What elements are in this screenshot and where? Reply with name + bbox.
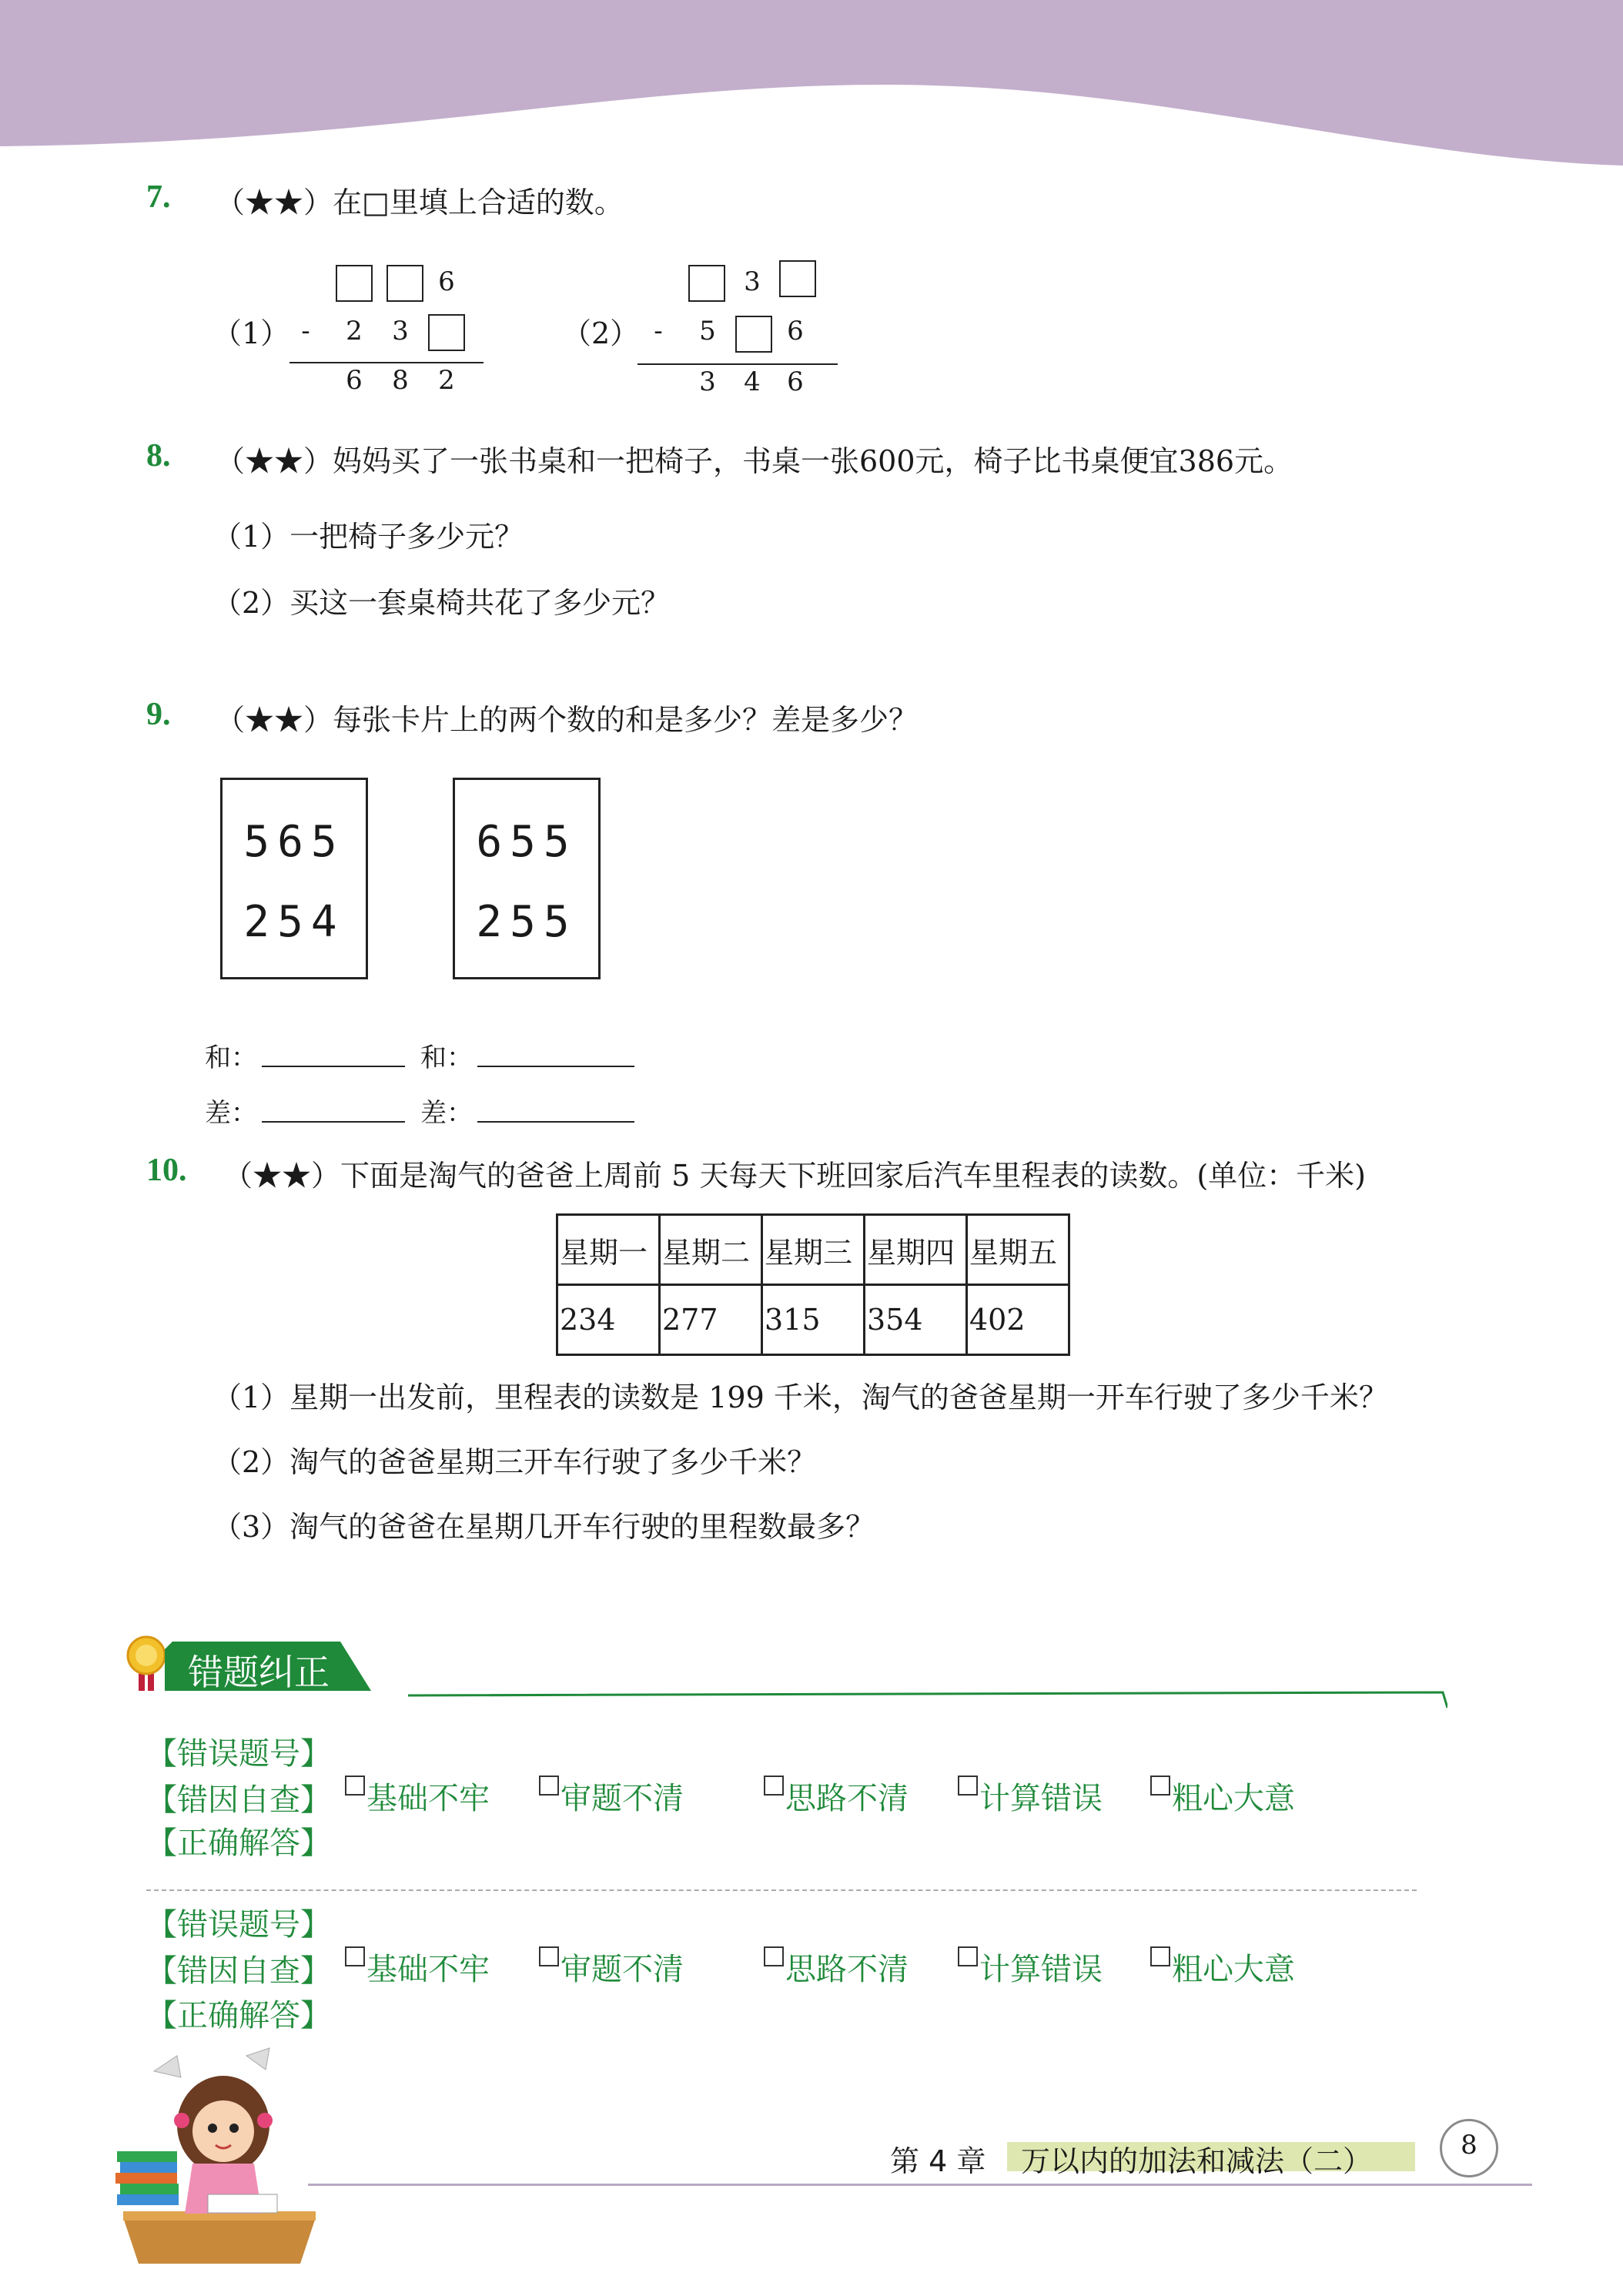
card2-bottom-number: 255 <box>476 897 577 947</box>
table-header-cell: 星期一 <box>557 1215 660 1285</box>
number-card-1 <box>220 778 368 979</box>
cause-option-label: 计算错误 <box>979 1952 1103 1987</box>
q7-text: （★★）在□里填上合适的数。 <box>216 186 624 219</box>
q7-p1-res-tens: 8 <box>392 365 409 396</box>
correct-answer-label: 【正确解答】 <box>146 1998 331 2033</box>
card2-sum-label: 和： <box>420 1043 473 1073</box>
cause-option-checkbox[interactable] <box>345 1945 490 1989</box>
q7-p2-res-hundreds: 3 <box>699 366 716 397</box>
q10-sub2: （2）淘气的爸爸星期三开车行驶了多少千米？ <box>212 1445 817 1479</box>
q7-p1-box-top-hundreds[interactable] <box>336 265 373 302</box>
cause-option-label: 粗心大意 <box>1172 1781 1295 1816</box>
error-number-label: 【错误题号】 <box>146 1907 331 1943</box>
student-illustration <box>108 2040 323 2264</box>
cause-option-checkbox[interactable] <box>764 1945 909 1989</box>
q7-p1-mid-hundreds: 2 <box>346 316 363 346</box>
error-cause-label: 【错因自查】 <box>146 1782 331 1818</box>
table-header-cell: 星期四 <box>865 1215 967 1285</box>
q7-part1-label: （1） <box>212 316 290 350</box>
footer-chapter: 第 4 章 <box>890 2144 986 2178</box>
cause-option-checkbox[interactable] <box>764 1774 909 1818</box>
card1-diff-blank[interactable] <box>262 1121 405 1123</box>
cause-option-checkbox[interactable] <box>345 1774 490 1818</box>
block-divider <box>146 1889 1417 1891</box>
table-cell: 354 <box>865 1285 967 1355</box>
table-cell: 402 <box>967 1285 1069 1355</box>
table-row <box>557 1285 1069 1355</box>
card1-sum-label: 和： <box>205 1043 257 1073</box>
table-cell: 315 <box>762 1285 865 1355</box>
cause-option-checkbox[interactable] <box>539 1774 684 1818</box>
q7-p2-box-mid-tens[interactable] <box>735 316 772 353</box>
correct-answer-label: 【正确解答】 <box>146 1826 331 1861</box>
q7-number: 7. <box>146 179 171 215</box>
q9-text: （★★）每张卡片上的两个数的和是多少？差是多少？ <box>216 703 919 737</box>
card1-diff-label: 差： <box>205 1098 257 1129</box>
q7-p1-box-mid-ones[interactable] <box>428 314 465 351</box>
card2-diff-label: 差： <box>420 1098 473 1129</box>
q8-sub2: （2）买这一套桌椅共花了多少元？ <box>212 586 671 620</box>
q7-p2-box-top-ones[interactable] <box>779 260 816 297</box>
table-cell: 234 <box>557 1285 660 1355</box>
footer-rule <box>308 2184 1532 2186</box>
card2-sum-blank[interactable] <box>477 1066 634 1067</box>
cause-option-label: 思路不清 <box>785 1781 909 1816</box>
table-header-row <box>557 1215 1069 1285</box>
q10-sub3: （3）淘气的爸爸在星期几开车行驶的里程数最多？ <box>212 1510 875 1544</box>
medal-icon <box>123 1634 169 1695</box>
number-card-2 <box>453 778 601 979</box>
cause-option-checkbox[interactable] <box>1150 1774 1295 1818</box>
cause-option-label: 基础不牢 <box>366 1952 490 1987</box>
card2-diff-blank[interactable] <box>477 1121 634 1123</box>
error-number-label: 【错误题号】 <box>146 1736 331 1772</box>
q7-p2-minus: - <box>654 316 663 346</box>
cause-option-checkbox[interactable] <box>539 1945 684 1989</box>
table-cell: 277 <box>660 1285 762 1355</box>
q7-p2-mid-ones: 6 <box>787 316 804 346</box>
q7-part2-label: （2） <box>562 316 640 350</box>
q7-p1-mid-tens: 3 <box>392 316 409 346</box>
q7-p1-top-ones: 6 <box>438 266 455 297</box>
q10-sub1: （1）星期一出发前，里程表的读数是 199 千米，淘气的爸爸星期一开车行驶了多少千米？ <box>212 1381 1388 1414</box>
q7-p2-top-tens: 3 <box>744 266 761 297</box>
table-header-cell: 星期三 <box>762 1215 865 1285</box>
q7-p1-box-top-tens[interactable] <box>387 265 423 302</box>
q7-p2-res-ones: 6 <box>787 366 804 397</box>
odometer-table <box>556 1213 1070 1356</box>
q8-sub1: （1）一把椅子多少元？ <box>212 520 524 554</box>
card1-sum-blank[interactable] <box>262 1066 405 1067</box>
cause-option-label: 计算错误 <box>979 1781 1103 1816</box>
card2-top-number: 655 <box>476 817 577 867</box>
error-cause-label: 【错因自查】 <box>146 1953 331 1989</box>
correction-header-rule <box>408 1686 1447 1709</box>
cause-option-checkbox[interactable] <box>1150 1945 1295 1989</box>
q8-number: 8. <box>146 438 171 474</box>
table-header-cell: 星期二 <box>660 1215 762 1285</box>
correction-title: 错题纠正 <box>188 1652 330 1693</box>
q7-p1-res-ones: 2 <box>438 365 455 396</box>
page-number: 8 <box>1461 2130 1477 2160</box>
cause-option-label: 审题不清 <box>561 1952 684 1987</box>
header-wave <box>0 0 1623 169</box>
footer-chapter-title: 万以内的加法和减法（二） <box>1021 2144 1373 2178</box>
q10-number: 10. <box>146 1153 187 1188</box>
cause-option-label: 审题不清 <box>561 1781 684 1816</box>
table-header-cell: 星期五 <box>967 1215 1069 1285</box>
card1-bottom-number: 254 <box>243 897 345 947</box>
cause-option-label: 思路不清 <box>785 1952 909 1987</box>
q7-p2-res-tens: 4 <box>744 366 761 397</box>
q7-p1-rule <box>289 362 484 363</box>
q7-p2-box-top-hundreds[interactable] <box>688 265 725 302</box>
q10-text: （★★）下面是淘气的爸爸上周前 5 天每天下班回家后汽车里程表的读数。(单位：千米) <box>223 1159 1366 1193</box>
q7-p1-res-hundreds: 6 <box>346 365 363 396</box>
cause-option-checkbox[interactable] <box>958 1774 1103 1818</box>
cause-option-label: 粗心大意 <box>1172 1952 1295 1987</box>
cause-option-checkbox[interactable] <box>958 1945 1103 1989</box>
q7-p1-minus: - <box>301 316 310 346</box>
q8-text: （★★）妈妈买了一张书桌和一把椅子，书桌一张600元，椅子比书桌便宜386元。 <box>216 444 1293 478</box>
q7-p2-mid-hundreds: 5 <box>699 316 716 346</box>
q7-p2-rule <box>637 363 838 365</box>
q9-number: 9. <box>146 697 171 732</box>
cause-option-label: 基础不牢 <box>366 1781 490 1816</box>
card1-top-number: 565 <box>243 817 345 867</box>
